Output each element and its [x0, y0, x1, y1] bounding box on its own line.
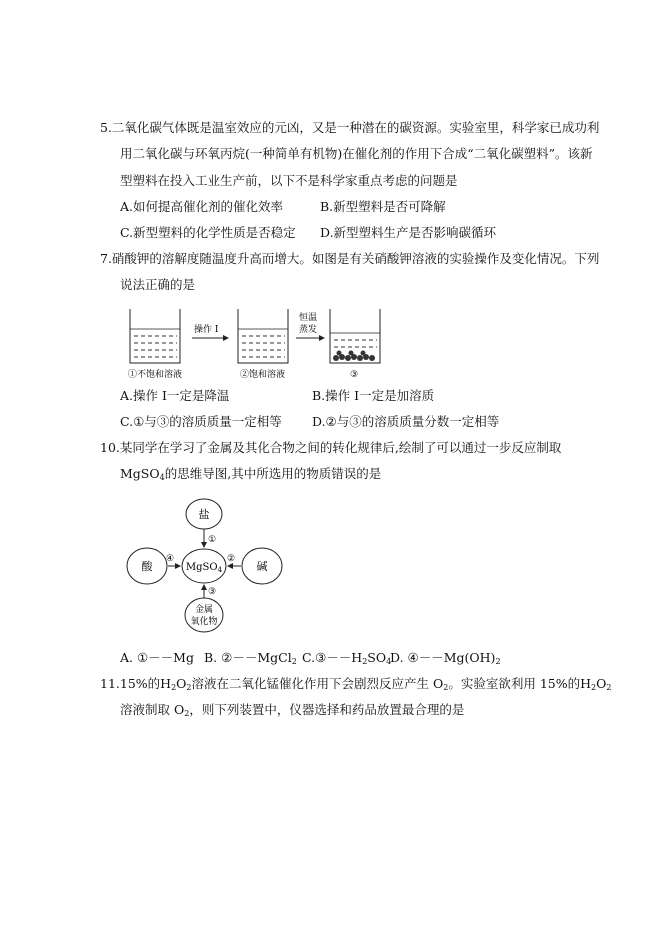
q5-option-c[interactable]: C.新型塑料的化学性质是否稳定 — [120, 225, 296, 240]
q5-option-b[interactable]: B.新型塑料是否可降解 — [320, 199, 446, 214]
q11-stem-line1: 11.15%的$H_2O_2$溶液在二氧化锰催化作用下会剧烈反应产生 $O_2$。实验室欲利用 15%的$H_2O_2$ — [100, 676, 612, 692]
arrow-3-label: ③ — [208, 587, 217, 597]
node-acid-label: 酸 — [141, 560, 153, 573]
q10-option-b[interactable]: B. ②－－MgCl$_2$ — [204, 650, 297, 666]
q10-option-a[interactable]: A. ①－－Mg — [120, 650, 194, 665]
beaker-crystals — [330, 309, 380, 363]
op1-label: 操作 I — [194, 325, 219, 335]
arrow-2-label: ② — [227, 554, 236, 564]
q11-stem-line2: 溶液制取 $O_2$，则下列装置中，仪器选择和药品放置最合理的是 — [120, 702, 465, 718]
mgso4-formula: MgSO — [120, 466, 160, 481]
q10-stem-line2 — [120, 466, 381, 482]
beaker-unsaturated — [130, 309, 180, 363]
q7-option-c[interactable]: C.①与③的溶质质量一定相等 — [120, 414, 282, 429]
q5-stem-line3: 型塑料在投入工业生产前，以下不是科学家重点考虑的问题是 — [120, 173, 458, 188]
q7-stem-line2: 说法正确的是 — [120, 277, 196, 292]
node-metal-oxide-line1: 金属 — [194, 605, 214, 615]
q10-stem-line1: 10.某同学在学习了金属及其化合物之间的转化规律后,绘制了可以通过一步反应制取 — [100, 440, 562, 455]
op2-label-line1: 恒温 — [299, 313, 318, 323]
q5-stem-line2: 用二氧化碳与环氧丙烷(一种简单有机物)在催化剂的作用下合成“二氧化碳塑料”。该新 — [120, 146, 593, 161]
beaker-saturated — [238, 309, 288, 363]
q5-option-d[interactable]: D.新型塑料生产是否影响碳循环 — [320, 225, 497, 240]
q10-option-c[interactable]: $C.③--H_2SO_4$ — [302, 650, 392, 666]
q7-option-a[interactable]: A.操作 I一定是降温 — [120, 388, 230, 403]
q7-stem-line1: 7.硝酸钾的溶解度随温度升高而增大。如图是有关硝酸钾溶液的实验操作及变化情况。下列 — [100, 251, 600, 266]
node-mgso4-label: MgSO$_4$ — [185, 562, 223, 574]
arrow-4-label: ④ — [166, 554, 175, 564]
q10-mind-map — [120, 495, 290, 635]
mgso4-subscript: 4 — [159, 473, 165, 482]
node-base-label: 碱 — [256, 560, 268, 573]
q7-option-b[interactable]: B.操作 I一定是加溶质 — [312, 388, 435, 403]
caption-3: ③ — [350, 370, 359, 380]
q7-beaker-figure — [120, 303, 390, 383]
caption-1: ①不饱和溶液 — [128, 370, 183, 380]
op2-label-line2: 蒸发 — [299, 325, 318, 335]
q5-option-a[interactable]: A.如何提高催化剂的催化效率 — [120, 199, 284, 214]
node-metal-oxide-line2: 氧化物 — [190, 617, 218, 627]
q10-stem-rest: 的思维导图,其中所选用的物质错误的是 — [164, 466, 382, 481]
q7-option-d[interactable]: D.②与③的溶质质量分数一定相等 — [312, 414, 500, 429]
arrow-1-label: ① — [208, 535, 217, 545]
node-salt-label: 盐 — [198, 508, 210, 521]
q10-option-d[interactable]: D. $④--Mg(OH)_2$ — [390, 650, 501, 666]
caption-2: ②饱和溶液 — [240, 370, 286, 380]
q5-stem-line1: 5.二氧化碳气体既是温室效应的元凶，又是一种潜在的碳资源。实验室里，科学家已成功利 — [100, 120, 600, 135]
